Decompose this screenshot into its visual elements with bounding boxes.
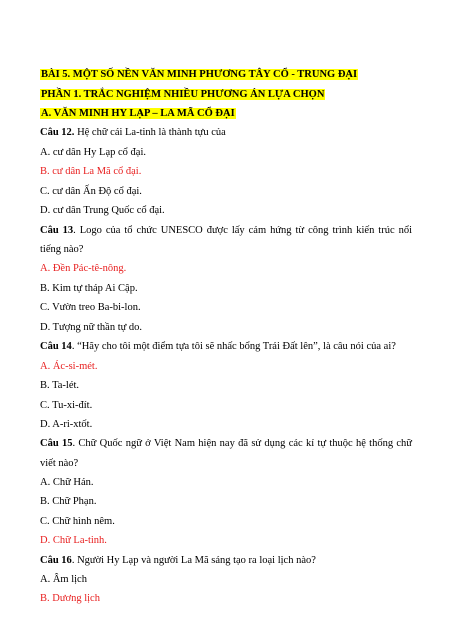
question-16 xyxy=(40,554,316,567)
question-number: Câu 16 xyxy=(40,555,72,566)
question-text: Hệ chữ cái La-tinh là thành tựu của xyxy=(77,127,226,138)
option-12-b-correct: B. cư dân La Mã cổ đại. xyxy=(40,166,142,177)
option-14-d: D. A-ri-xtốt. xyxy=(40,419,93,430)
option-14-c: C. Tu-xi-đít. xyxy=(40,400,93,411)
question-15-continued: viết nào? xyxy=(40,458,79,469)
option-12-a: A. cư dân Hy Lạp cổ đại. xyxy=(40,147,146,158)
option-15-b: B. Chữ Phạn. xyxy=(40,496,97,507)
question-number: Câu 14 xyxy=(40,341,72,352)
question-number: Câu 15 xyxy=(40,438,73,449)
question-14 xyxy=(40,340,396,353)
option-12-d: D. cư dân Trung Quốc cổ đại. xyxy=(40,205,165,216)
part-title: PHẦN 1. TRẮC NGHIỆM NHIỀU PHƯƠNG ÁN LỰA CHỌN xyxy=(41,89,325,100)
option-13-b: B. Kim tự tháp Ai Cập. xyxy=(40,283,138,294)
option-13-a-correct: A. Đền Pác-tê-nông. xyxy=(40,263,127,274)
question-number: Câu 13 xyxy=(40,225,74,236)
option-14-b: B. Ta-lét. xyxy=(40,380,80,391)
option-15-d-correct: D. Chữ La-tinh. xyxy=(40,535,107,546)
option-16-b-correct: B. Dương lịch xyxy=(40,593,100,604)
question-text: . “Hãy cho tôi một điểm tựa tôi sẽ nhấc bổng Trái Đất lên”, là câu nói của ai? xyxy=(71,341,396,352)
option-16-a: A. Âm lịch xyxy=(40,574,87,585)
lesson-title: BÀI 5. MỘT SỐ NỀN VĂN MINH PHƯƠNG TÂY CỔ - TRUNG ĐẠI xyxy=(41,69,358,80)
question-12 xyxy=(40,126,226,139)
section-title: A. VĂN MINH HY LẠP – LA MÃ CỔ ĐẠI xyxy=(41,108,235,119)
question-15 xyxy=(40,437,412,450)
question-13-continued: tiếng nào? xyxy=(40,244,84,255)
question-13 xyxy=(40,224,412,237)
option-13-d: D. Tượng nữ thần tự do. xyxy=(40,322,143,333)
option-14-a-correct: A. Ác-si-mét. xyxy=(40,361,98,372)
option-12-c: C. cư dân Ấn Độ cổ đại. xyxy=(40,186,142,197)
option-13-c: C. Vườn treo Ba-bi-lon. xyxy=(40,302,141,313)
question-text: . Logo của tổ chức UNESCO được lấy cảm hứng từ công trình kiến trúc nổi xyxy=(73,225,412,236)
option-15-c: C. Chữ hình nêm. xyxy=(40,516,115,527)
option-15-a: A. Chữ Hán. xyxy=(40,477,94,488)
question-text: . Chữ Quốc ngữ ở Việt Nam hiện nay đã sử dụng các kí tự thuộc hệ thống chữ xyxy=(72,438,412,449)
question-text: . Người Hy Lạp và người La Mã sáng tạo ra loại lịch nào? xyxy=(71,555,316,566)
question-number: Câu 12. xyxy=(40,127,75,138)
